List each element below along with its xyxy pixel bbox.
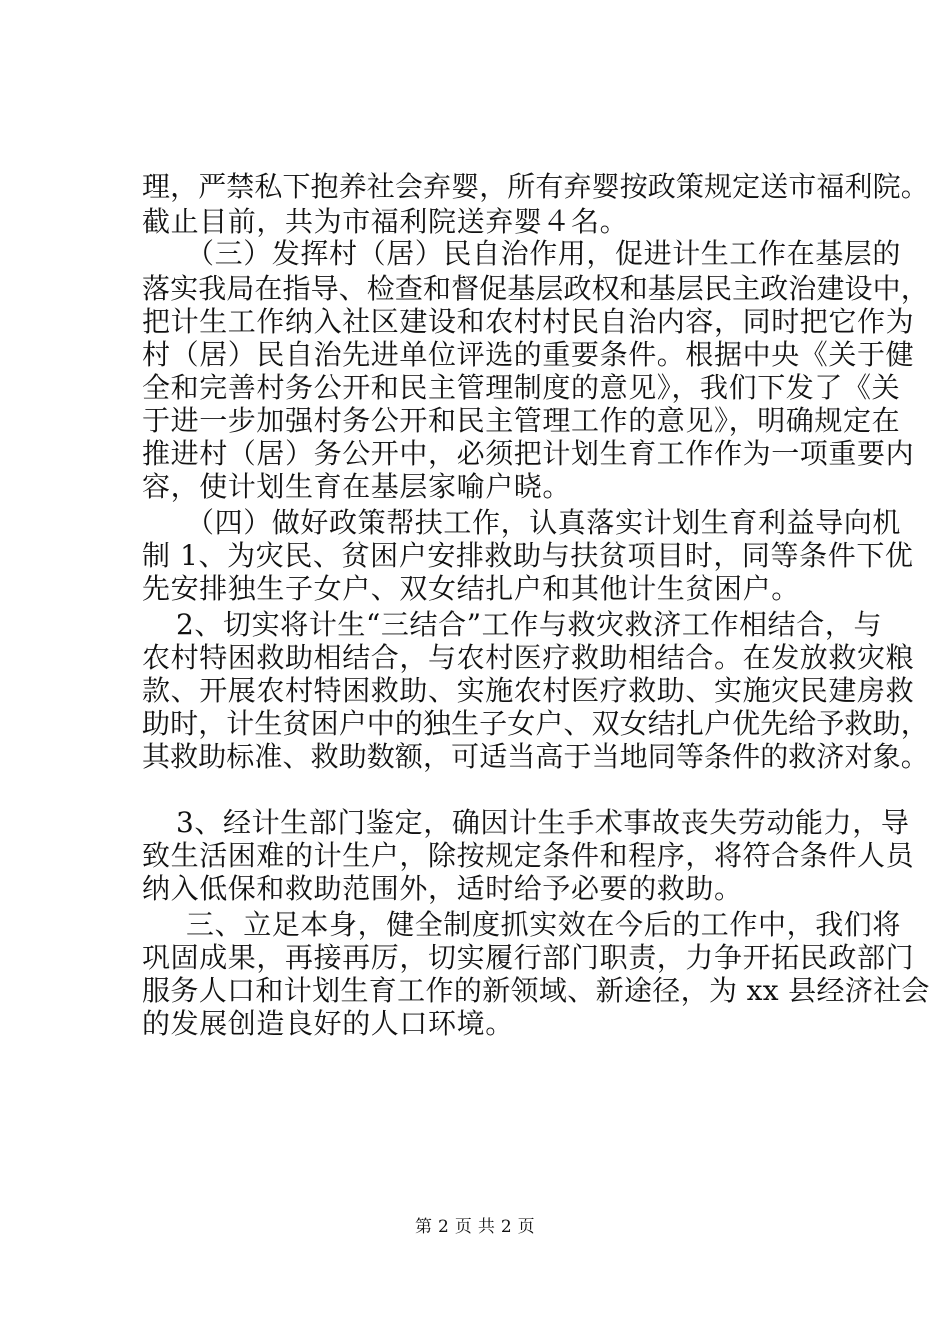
page-number-footer: 第 2 页 共 2 页	[415, 1217, 535, 1237]
text-line: 的发展创造良好的人口环境。	[142, 1007, 514, 1040]
text-line: 先安排独生子女户、双女结扎户和其他计生贫困户。	[142, 572, 800, 605]
text-line: 把计生工作纳入社区建设和农村村民自治内容，同时把它作为	[142, 305, 915, 338]
text-line: 截止目前，共为市福利院送弃婴４名。	[142, 205, 629, 238]
text-line: 落实我局在指导、检查和督促基层政权和基层民主政治建设中，	[142, 272, 929, 305]
text-line: 推进村（居）务公开中，必须把计划生育工作作为一项重要内	[142, 437, 915, 470]
text-line: 农村特困救助相结合，与农村医疗救助相结合。在发放救灾粮	[142, 641, 915, 674]
text-line: 理，严禁私下抱养社会弃婴，所有弃婴按政策规定送市福利院。	[142, 170, 929, 203]
text-line: 2、切实将计生“三结合”工作与救灾救济工作相结合，与	[176, 608, 883, 641]
text-line: 服务人口和计划生育工作的新领域、新途径，为 xx 县经济社会	[142, 974, 930, 1007]
text-line: 容，使计划生育在基层家喻户晓。	[142, 470, 572, 503]
text-line: （三）发挥村（居）民自治作用，促进计生工作在基层的	[186, 237, 902, 270]
text-line: 助时，计生贫困户中的独生子女户、双女结扎户优先给予救助，	[142, 707, 929, 740]
text-line: 制 1、为灾民、贫困户安排救助与扶贫项目时，同等条件下优	[142, 539, 914, 572]
text-line: 其救助标准、救助数额，可适当高于当地同等条件的救济对象。	[142, 740, 929, 773]
text-line: 致生活困难的计生户，除按规定条件和程序，将符合条件人员	[142, 839, 915, 872]
text-line: 纳入低保和救助范围外，适时给予必要的救助。	[142, 872, 743, 905]
text-line: 全和完善村务公开和民主管理制度的意见》，我们下发了《关	[142, 371, 901, 404]
text-line: 款、开展农村特困救助、实施农村医疗救助、实施灾民建房救	[142, 674, 915, 707]
text-line: 三、立足本身，健全制度抓实效在今后的工作中，我们将	[186, 908, 902, 941]
text-line: （四）做好政策帮扶工作，认真落实计划生育利益导向机	[186, 506, 902, 539]
text-line: 3、经计生部门鉴定，确因计生手术事故丧失劳动能力，导	[176, 806, 910, 839]
text-line: 巩固成果，再接再厉，切实履行部门职责，力争开拓民政部门	[142, 941, 915, 974]
text-line: 村（居）民自治先进单位评选的重要条件。根据中央《关于健	[142, 338, 915, 371]
text-line: 于进一步加强村务公开和民主管理工作的意见》，明确规定在	[142, 404, 901, 437]
